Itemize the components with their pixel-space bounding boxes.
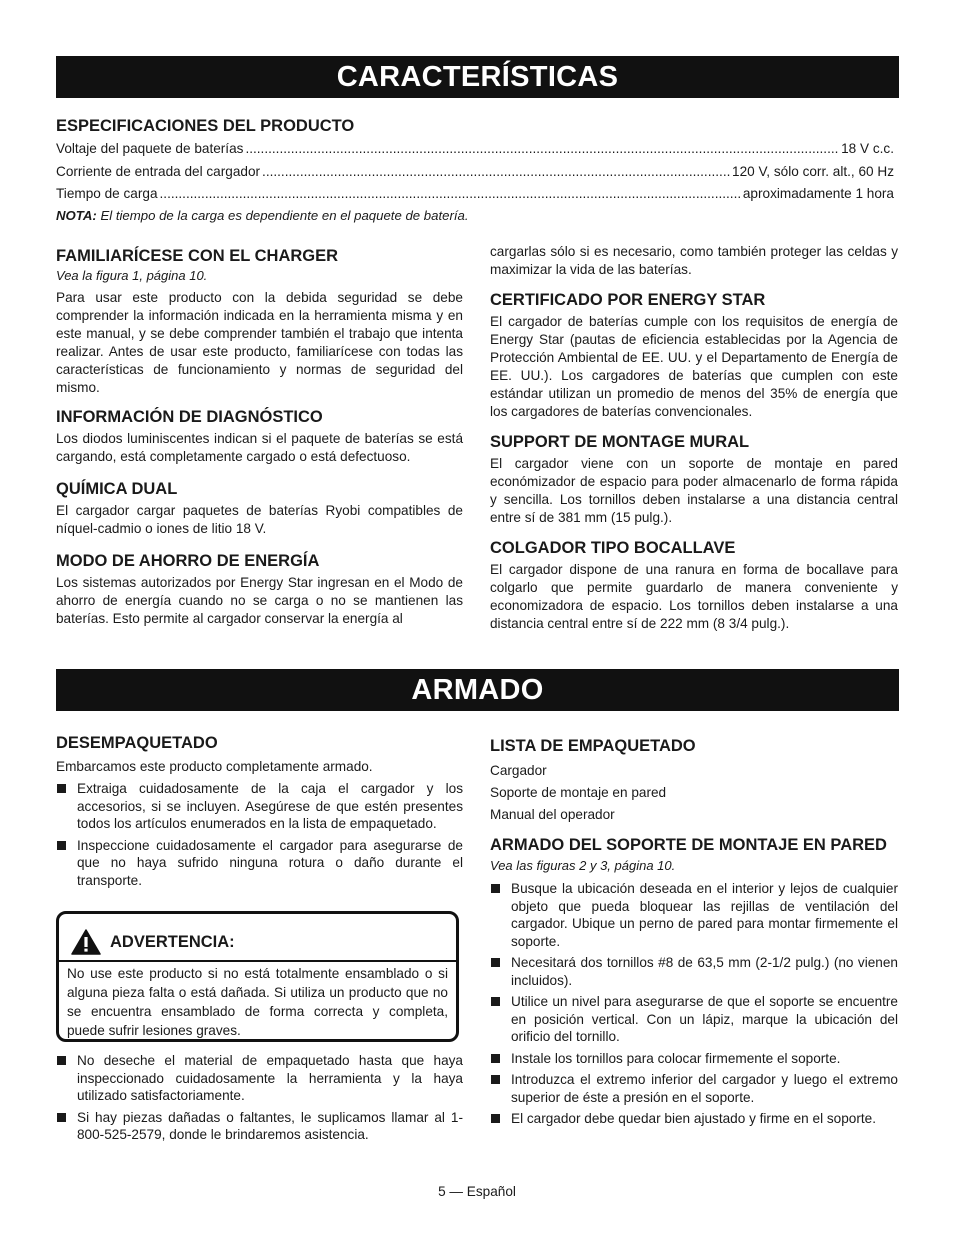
- spec-value: 18 V c.c.: [841, 141, 894, 156]
- quim-heading: QUÍMICA DUAL: [56, 480, 178, 498]
- list-item: [56, 780, 463, 833]
- soporte-heading: ARMADO DEL SOPORTE DE MONTAJE EN PARED: [490, 836, 887, 854]
- list-item: [490, 954, 898, 989]
- desemp-bullet-list: [56, 780, 463, 889]
- desemp-intro: Embarcamos este producto completamente armado.: [56, 759, 373, 774]
- bullet-square-icon: [491, 1114, 500, 1123]
- bullet-square-icon: [57, 1056, 66, 1065]
- cert-heading: CERTIFICADO POR ENERGY STAR: [490, 291, 766, 309]
- bullet-text: El cargador debe quedar bien ajustado y firme en el soporte.: [511, 1111, 876, 1126]
- colg-text: El cargador dispone de una ranura en forma de bocallave para colgarlo que permite guardarlo de manera conveniente y economizadora de espacio. Los tornillos deben instalarse a una distancia central entre sí de 222 mm (8 3/4 pulg.).: [490, 562, 898, 631]
- bullet-square-icon: [491, 1075, 500, 1084]
- section-banner-caracteristicas: [56, 56, 899, 98]
- lista-item: Manual del operador: [490, 807, 615, 822]
- bullet-square-icon: [57, 1113, 66, 1122]
- page-number: 5 — Español: [438, 1184, 516, 1199]
- diag-heading: INFORMACIÓN DE DIAGNÓSTICO: [56, 408, 323, 426]
- note-label: NOTA:: [56, 208, 97, 223]
- bullet-text: Introduzca el extremo inferior del cargador y luego el extremo superior de éste a presión en el soporte.: [511, 1072, 898, 1105]
- note-text: El tiempo de la carga es dependiente en el paquete de batería.: [100, 208, 469, 223]
- warning-divider: [59, 960, 456, 962]
- list-item: [490, 1050, 898, 1068]
- spec-value: aproximadamente 1 hora: [742, 186, 894, 201]
- bullet-text: Utilice un nivel para asegurarse de que el soporte se encuentre en posición vertical. Con un lápiz, marque la ubicación del orificio del tornillo.: [511, 994, 898, 1044]
- bullet-text: Necesitará dos tornillos #8 de 63,5 mm (2-1/2 pulg.) (no vienen incluidos).: [511, 955, 898, 988]
- soporte-reference: Vea las figuras 2 y 3, página 10.: [490, 858, 676, 873]
- lista-item: Soporte de montaje en pared: [490, 785, 667, 800]
- bullet-text: Extraiga cuidadosamente de la caja el cargador y los accesorios, si se incluyen. Asegúrese de que estén presentes todos los artículos enumerados en la lista de empaquetado.: [77, 781, 463, 831]
- bullet-square-icon: [491, 1054, 500, 1063]
- spec-label: Tiempo de carga: [56, 186, 158, 201]
- fam-text: Para usar este producto con la debida seguridad se debe comprender la información indicada en la herramienta misma y en este manual, y se debe comprender también el trabajo que intenta realizar. Antes de usar este producto, familiarícese con todas las características de funcionamiento y normas de seguridad del mismo.: [56, 290, 463, 395]
- warning-text: No use este producto si no está totalmente ensamblado o si alguna pieza falta o está dañada. Si utiliza un producto que no se encuentra ensamblado de forma correcta y completa, puede sufrir lesiones graves.: [67, 966, 448, 1038]
- post-warning-bullet-list: [56, 1052, 463, 1144]
- page-footer: [0, 1184, 954, 1199]
- bullet-text: Busque la ubicación deseada en el interior y lejos de cualquier objeto que pueda bloquear las rejillas de ventilación del cargador. Ubique un perno de pared para montar firmemente el soporte.: [511, 881, 898, 949]
- leader-dots: [160, 185, 741, 203]
- list-item: [490, 1071, 898, 1106]
- desemp-heading: DESEMPAQUETADO: [56, 734, 218, 752]
- fam-heading: FAMILIARÍCESE CON EL CHARGER: [56, 247, 339, 265]
- bullet-square-icon: [57, 841, 66, 850]
- spec-label: Corriente de entrada del cargador: [56, 164, 261, 179]
- fam-reference: Vea la figura 1, página 10.: [56, 268, 208, 283]
- warning-box: [56, 911, 459, 1042]
- armado-left-column-lower: [56, 1052, 463, 1148]
- bullet-square-icon: [491, 884, 500, 893]
- mural-text: El cargador viene con un soporte de montaje en pared económizador de espacio para poder almacenarlo de forma rápida y sencilla. Los tornillos deben instalarse a una distancia central entre sí de 381 mm (15 pulg.).: [490, 456, 898, 525]
- soporte-bullet-list: [490, 880, 898, 1128]
- specs-heading: ESPECIFICACIONES DEL PRODUCTO: [56, 117, 355, 135]
- quim-text: El cargador cargar paquetes de baterías Ryobi compatibles de níquel-cadmio o iones de litio 18 V.: [56, 503, 463, 536]
- caracteristicas-left-column: [56, 246, 463, 628]
- modo-heading: MODO DE AHORRO DE ENERGÍA: [56, 552, 320, 570]
- caracteristicas-right-column: [490, 243, 898, 633]
- spec-row: [56, 163, 894, 181]
- section-title: CARACTERÍSTICAS: [336, 61, 619, 93]
- bullet-text: Si hay piezas dañadas o faltantes, le suplicamos llamar al 1-800-525-2579, donde le brindaremos asistencia.: [77, 1109, 463, 1142]
- modo-text: Los sistemas autorizados por Energy Star ingresan en el Modo de ahorro de energía cuando no se carga o no se mantienen las baterías. Esto permite al cargador conservar la energía al: [56, 575, 463, 626]
- lista-heading: LISTA DE EMPAQUETADO: [490, 737, 696, 755]
- section-title: ARMADO: [411, 674, 544, 706]
- warning-header: [71, 929, 235, 955]
- armado-left-column: [56, 733, 463, 893]
- spec-row: [56, 185, 894, 203]
- spec-row: [56, 140, 894, 158]
- bullet-text: No deseche el material de empaquetado hasta que haya inspeccionado cuidadosamente la herramienta y la haya utilizado satisfactoriamente.: [77, 1053, 463, 1103]
- list-item: [56, 1052, 463, 1105]
- leader-dots: [245, 140, 839, 158]
- spec-note: [56, 208, 469, 223]
- diag-text: Los diodos luminiscentes indican si el paquete de baterías se está cargando, está completamente cargado o está defectuoso.: [56, 431, 463, 464]
- modo-continued-text: cargarlas sólo si es necesario, como también proteger las celdas y maximizar la vida de las baterías.: [490, 244, 898, 277]
- list-item: [490, 993, 898, 1046]
- cert-text: El cargador de baterías cumple con los requisitos de energía de Energy Star (pautas de eficiencia establecidas por la Agencia de Protección Ambiental de EE. UU. y el Departamento de Energía de EE. UU.). Los cargadores de baterías que cumplen con este estándar utilizan un promedio de menos del 35% de energía que los cargadores de baterías convencionales.: [490, 314, 898, 419]
- bullet-text: Instale los tornillos para colocar firmemente el soporte.: [511, 1050, 841, 1066]
- bullet-text: Inspeccione cuidadosamente el cargador para asegurarse de que no haya sufrido ninguna rotura o daño durante el transporte.: [77, 837, 463, 888]
- bullet-square-icon: [57, 784, 66, 793]
- section-banner-armado: [56, 669, 899, 711]
- spec-label: Voltaje del paquete de baterías: [56, 141, 244, 156]
- leader-dots: [262, 163, 730, 181]
- armado-right-column: [490, 736, 898, 1132]
- list-item: [56, 837, 463, 890]
- warning-triangle-icon: [71, 929, 101, 955]
- mural-heading: SUPPORT DE MONTAGE MURAL: [490, 433, 750, 451]
- specs-block: [56, 116, 354, 136]
- bullet-square-icon: [491, 958, 500, 967]
- spec-value: 120 V, sólo corr. alt., 60 Hz: [732, 164, 894, 179]
- warning-title: ADVERTENCIA:: [110, 932, 235, 951]
- list-item: [490, 1110, 898, 1128]
- bullet-square-icon: [491, 997, 500, 1006]
- lista-item: Cargador: [490, 763, 547, 778]
- list-item: [490, 880, 898, 950]
- list-item: [56, 1109, 463, 1144]
- colg-heading: COLGADOR TIPO BOCALLAVE: [490, 539, 736, 557]
